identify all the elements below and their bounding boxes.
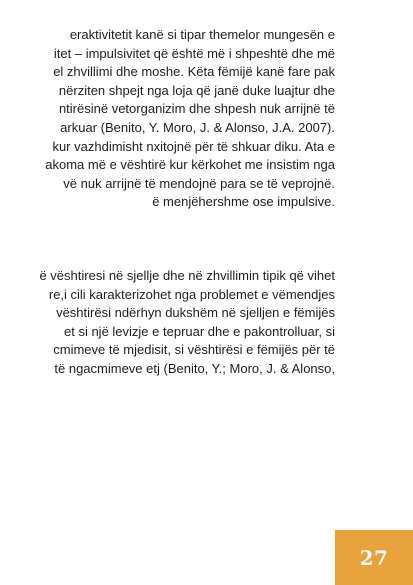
text-line: re,i cili karakterizohet nga problemet e vëmendjes [48,286,335,302]
text-line: nërziten shpejt nga loja që janë duke luajtur dhe [58,82,335,98]
text-line: vë nuk arrijnë të mendojnë para se të veprojnë. [63,175,335,191]
text-line: itet – impulsivitet që është më i shpeshtë dhe më [53,45,335,61]
text-line: akoma më e vështirë kur kërkohet me insistim nga [45,157,335,173]
text-line: vështirësi ndërhyn dukshëm në sjelljen e fëmijës [56,305,335,321]
text-line: el zhvillimi dhe moshe. Këta fëmijë kanë fare pak [53,64,335,80]
paragraph-1 [45,26,335,212]
text-line: ë menjëhershme ose impulsive. [152,194,335,210]
text-line: ntirësinë vetorganizim dhe shpesh nuk arrijnë të [58,101,335,117]
text-line: eraktivitetit kanë si tipar themelor mungesën e [69,27,335,42]
text-line: të ngacmimeve etj (Benito, Y.; Moro, J. & Alonso, [54,360,335,376]
page-number-badge [335,530,413,585]
text-line: arkuar (Benito, Y. Moro, J. & Alonso, J.A. 2007). [60,119,335,135]
text-line: et si një levizje e tepruar dhe e pakontrolluar, si [64,323,335,339]
page-number: 27 [359,545,389,570]
text-line: ë vështiresi në sjellje dhe në zhvillimin tipik që vihet [39,268,335,283]
text-line: cmimeve të mjedisit, si vështirësi e fëmijës për të [53,342,335,358]
text-line: kur vazhdimisht nxitojnë për të shkuar diku. Ata e [52,138,335,154]
paragraph-2 [39,267,335,379]
